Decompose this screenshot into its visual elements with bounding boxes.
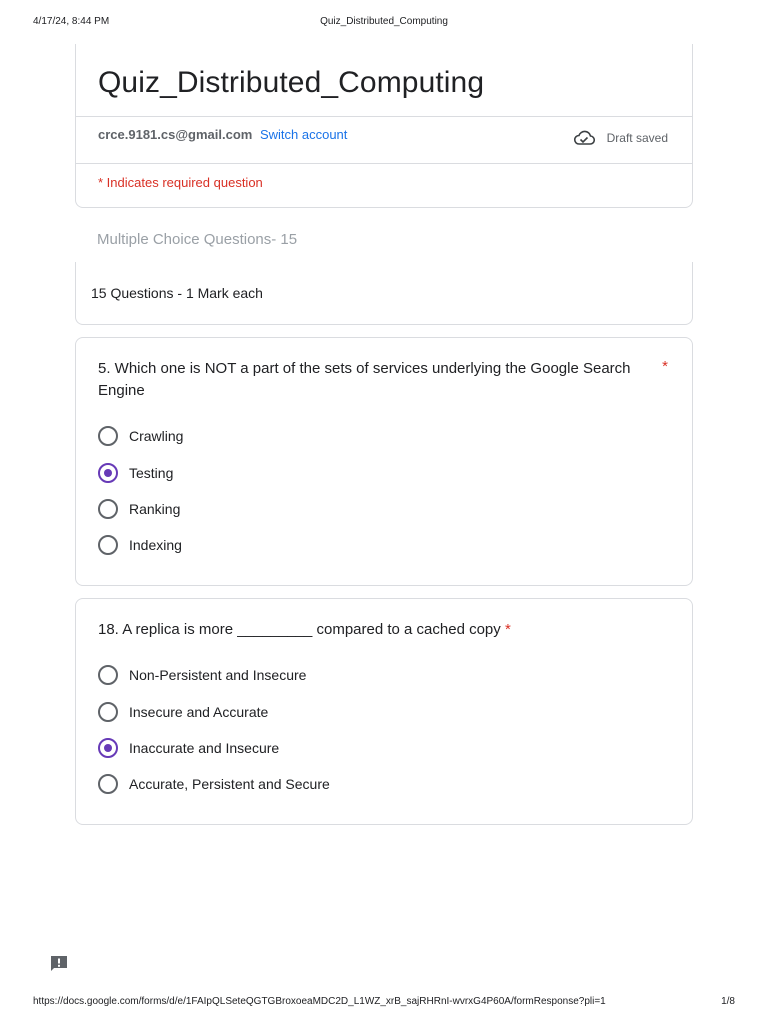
option-label: Crawling: [129, 428, 184, 444]
question-card: [75, 337, 693, 586]
option-inaccurate-insecure[interactable]: [98, 737, 279, 759]
draft-status-text: Draft saved: [606, 131, 668, 145]
section-title: Multiple Choice Questions- 15: [97, 231, 298, 248]
option-label: Ranking: [129, 501, 181, 517]
required-marker: *: [504, 621, 511, 638]
question-text: [98, 619, 646, 641]
page-number: 1/8: [721, 996, 735, 1007]
account-email: crce.9181.cs@gmail.com: [98, 127, 253, 142]
question-text-body: 18. A replica is more _________ compared to a cached copy: [98, 621, 501, 638]
draft-status: [573, 130, 668, 146]
form-header-card: [75, 44, 693, 208]
section-card: [75, 262, 693, 325]
radio-button-selected[interactable]: [98, 738, 118, 758]
question-text: 5. Which one is NOT a part of the sets of services underlying the Google Search Engine: [98, 360, 631, 399]
divider: [76, 116, 692, 117]
print-header: [33, 16, 735, 30]
radio-button[interactable]: [98, 426, 118, 446]
option-label: Accurate, Persistent and Secure: [129, 776, 330, 792]
print-datetime: 4/17/24, 8:44 PM: [33, 16, 110, 27]
switch-account-link[interactable]: Switch account: [259, 127, 348, 142]
page-url: https://docs.google.com/forms/d/e/1FAIpQLSeteQGTGBroxoeaMDC2D_L1WZ_xrB_sajRHRnI-wvrxG4P60A/formResponse?pli=1: [33, 996, 606, 1007]
option-non-persistent-insecure[interactable]: [98, 664, 306, 686]
option-label: Non-Persistent and Insecure: [129, 667, 307, 683]
radio-button[interactable]: [98, 535, 118, 555]
radio-button[interactable]: [98, 702, 118, 722]
option-label: Testing: [129, 465, 174, 481]
print-title: Quiz_Distributed_Computing: [320, 16, 448, 27]
option-indexing[interactable]: [98, 534, 182, 556]
radio-button[interactable]: [98, 665, 118, 685]
required-marker: *: [662, 358, 668, 375]
feedback-icon[interactable]: [49, 954, 69, 974]
option-crawling[interactable]: [98, 425, 183, 447]
option-label: Inaccurate and Insecure: [129, 740, 280, 756]
radio-button[interactable]: [98, 499, 118, 519]
option-accurate-persistent-secure[interactable]: [98, 773, 330, 795]
question-card: [75, 598, 693, 825]
option-label: Insecure and Accurate: [129, 704, 269, 720]
form-title: Quiz_Distributed_Computing: [98, 66, 485, 99]
account-row: [98, 127, 347, 142]
option-testing[interactable]: [98, 462, 173, 484]
required-note: * Indicates required question: [98, 175, 263, 190]
cloud-check-icon: [573, 130, 595, 146]
option-ranking[interactable]: [98, 498, 180, 520]
option-insecure-accurate[interactable]: [98, 701, 268, 723]
radio-button-selected[interactable]: [98, 463, 118, 483]
radio-button[interactable]: [98, 774, 118, 794]
section-description: 15 Questions - 1 Mark each: [91, 285, 263, 301]
divider: [76, 163, 692, 164]
option-label: Indexing: [129, 537, 182, 553]
